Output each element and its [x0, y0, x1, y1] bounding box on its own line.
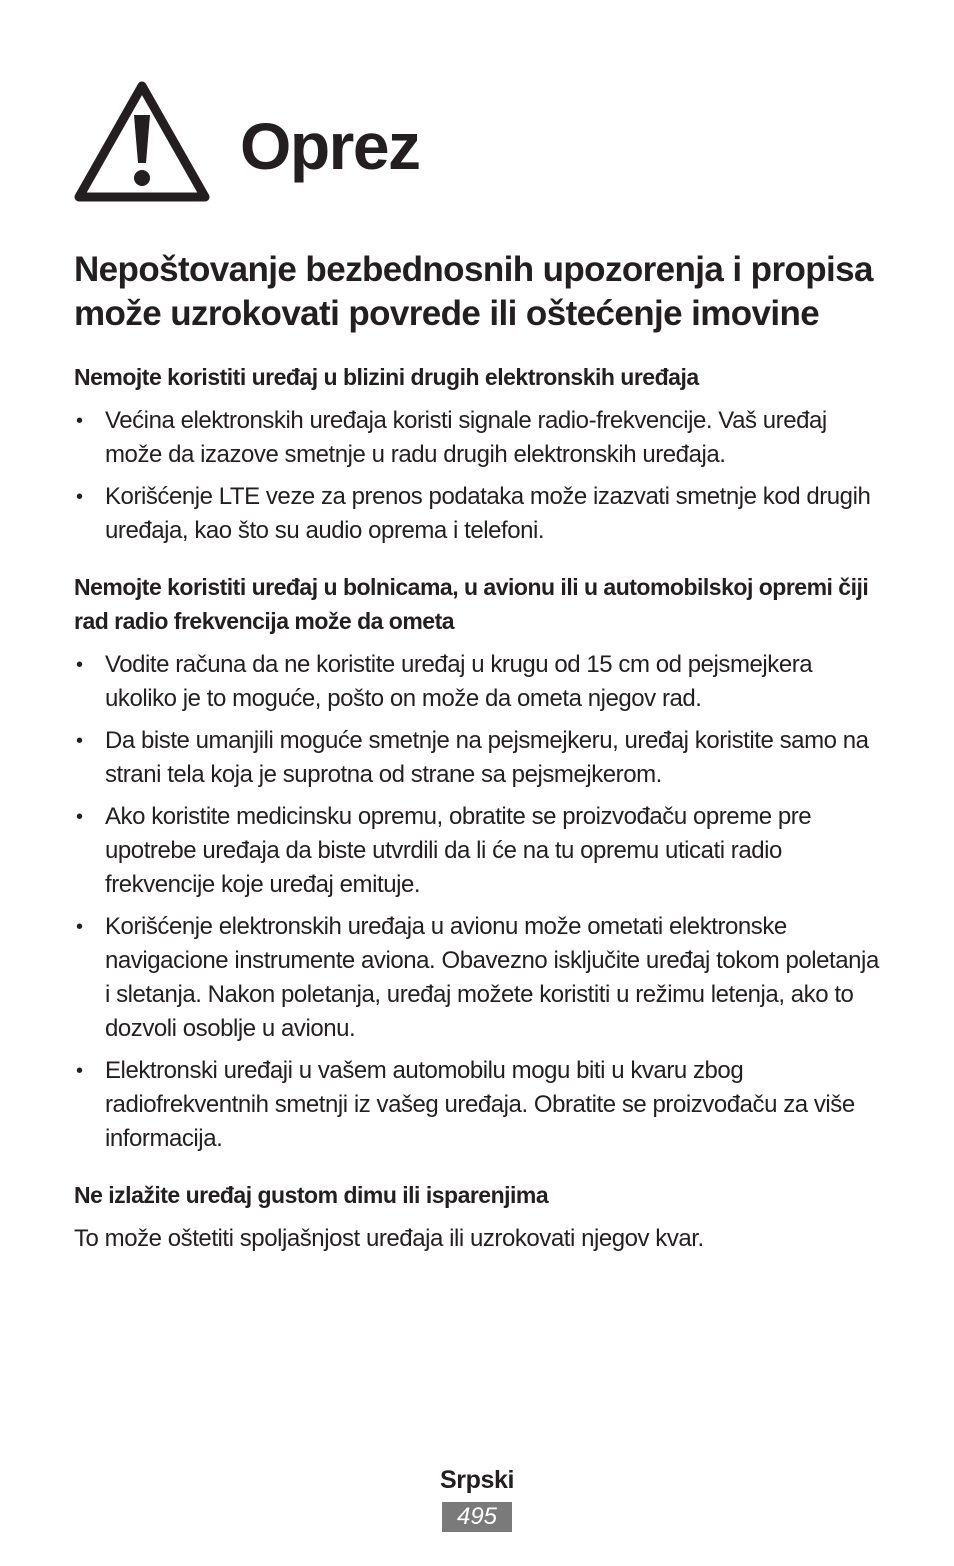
bullet-icon: • — [76, 1060, 83, 1082]
paragraph: To može oštetiti spoljašnjost uređaja ili uzrokovati njegov kvar. — [74, 1225, 704, 1252]
page-number: 495 — [442, 1502, 512, 1532]
bullet-list — [74, 648, 884, 1156]
section-heading: Nemojte koristiti uređaj u blizini drugih elektronskih uređaja — [74, 364, 699, 390]
list-item: • Korišćenje elektronskih uređaja u avionu može ometati elektronske navigacione instrumente aviona. Obavezno isključite uređaj tokom poletanja i sletanja. Nakon poletanja, uređaj možete koristiti u režimu letenja, ako to dozvoli osoblje u avionu. — [74, 910, 884, 1046]
list-item: • Vodite računa da ne koristite uređaj u krugu od 15 cm od pejsmejkera ukoliko je to moguće, pošto on može da ometa njegov rad. — [74, 648, 884, 716]
main-heading: Nepoštovanje bezbednosnih upozorenja i propisa može uzrokovati povrede ili oštećenje imovine — [74, 250, 873, 333]
list-item: • Većina elektronskih uređaja koristi signale radio-frekvencije. Vaš uređaj može da izazove smetnje u radu drugih elektronskih uređaja. — [74, 404, 884, 472]
page-header — [74, 80, 420, 204]
bullet-icon: • — [76, 410, 83, 432]
page-content — [74, 248, 884, 1256]
list-item: • Elektronski uređaji u vašem automobilu mogu biti u kvaru zbog radiofrekventnih smetnji iz vašeg uređaja. Obratite se proizvođaču za više informacija. — [74, 1054, 884, 1156]
list-item: • Korišćenje LTE veze za prenos podataka može izazvati smetnje kod drugih uređaja, kao što su audio oprema i telefoni. — [74, 480, 884, 548]
list-item: • Da biste umanjili moguće smetnje na pejsmejkeru, uređaj koristite samo na strani tela koja je suprotna od strane sa pejsmejkerom. — [74, 724, 884, 792]
bullet-icon: • — [76, 806, 83, 828]
bullet-icon: • — [76, 654, 83, 676]
bullet-icon: • — [76, 916, 83, 938]
list-item: • Ako koristite medicinsku opremu, obratite se proizvođaču opreme pre upotrebe uređaja da biste utvrdili da li će na tu opremu uticati radio frekvencije koje uređaj emituje. — [74, 800, 884, 902]
footer-language: Srpski — [439, 1466, 515, 1494]
bullet-icon: • — [76, 486, 83, 508]
page-footer — [0, 1464, 954, 1532]
warning-triangle-icon — [74, 81, 210, 203]
section-heading: Nemojte koristiti uređaj u bolnicama, u avionu ili u automobilskoj opremi čiji rad radio frekvencija može da ometa — [74, 574, 869, 634]
section-heading: Ne izlažite uređaj gustom dimu ili isparenjima — [74, 1182, 549, 1208]
bullet-icon: • — [76, 730, 83, 752]
bullet-list — [74, 404, 884, 548]
page-title: Oprez — [240, 109, 420, 183]
